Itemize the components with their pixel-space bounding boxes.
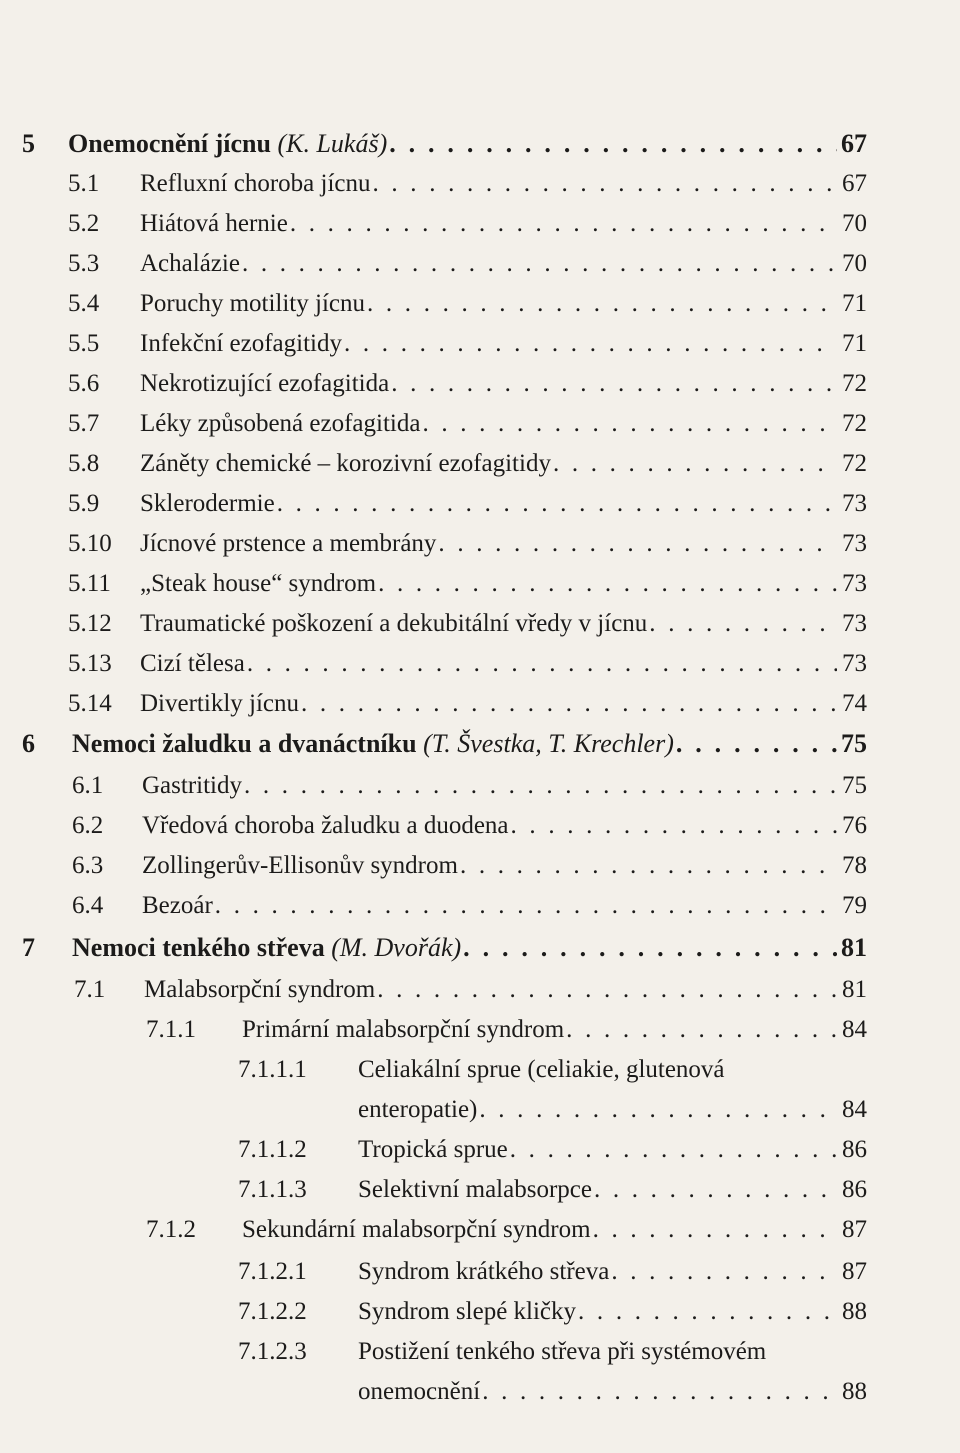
toc-entry[interactable] xyxy=(72,810,867,842)
toc-number: 5.1 xyxy=(68,170,100,197)
toc-entry[interactable] xyxy=(238,1054,867,1128)
toc-entry[interactable] xyxy=(68,408,867,440)
toc-authors: (T. Švestka, T. Krechler) xyxy=(423,729,674,758)
toc-entry[interactable] xyxy=(72,850,867,882)
dot-leader xyxy=(438,528,837,560)
toc-page-number: 73 xyxy=(842,490,867,517)
toc-title-line2: onemocnění xyxy=(358,1378,481,1405)
dot-leader xyxy=(510,1134,837,1166)
toc-number: 7.1.2 xyxy=(146,1216,196,1243)
toc-page-number: 81 xyxy=(842,976,867,1003)
toc-title: Bezoár xyxy=(142,892,213,919)
toc-page-number: 84 xyxy=(842,1016,867,1043)
dot-leader xyxy=(460,850,837,882)
toc-number: 5.5 xyxy=(68,330,100,357)
toc-authors: (M. Dvořák) xyxy=(331,933,462,962)
toc-title: Achalázie xyxy=(140,250,240,277)
toc-entry[interactable] xyxy=(72,890,867,922)
toc-page-number: 75 xyxy=(842,772,867,799)
dot-leader xyxy=(566,1014,837,1046)
toc-number: 5.2 xyxy=(68,210,100,237)
toc-number: 6.2 xyxy=(72,812,104,839)
dot-leader xyxy=(377,974,837,1006)
dot-leader xyxy=(422,408,837,440)
toc-page-number: 71 xyxy=(842,330,867,357)
toc-entry[interactable] xyxy=(68,288,867,320)
toc-entry[interactable] xyxy=(68,648,867,680)
toc-title: Hiátová hernie xyxy=(140,210,288,237)
toc-entry[interactable] xyxy=(238,1296,867,1328)
toc-title: Infekční ezofagitidy xyxy=(140,330,342,357)
toc-entry[interactable] xyxy=(238,1174,867,1206)
dot-leader xyxy=(378,568,837,600)
toc-entry[interactable] xyxy=(68,168,867,200)
toc-chapter-6[interactable] xyxy=(22,728,867,760)
dot-leader xyxy=(649,608,837,640)
toc-entry[interactable] xyxy=(68,448,867,480)
toc-page-number: 88 xyxy=(842,1298,867,1325)
toc-number: 5.14 xyxy=(68,690,112,717)
toc-title: „Steak house“ syndrom xyxy=(140,570,377,597)
toc-title: Zollingerův-Ellisonův syndrom xyxy=(142,852,458,879)
toc-entry[interactable] xyxy=(68,368,867,400)
dot-leader xyxy=(479,1094,837,1126)
toc-page-number: 73 xyxy=(842,650,867,677)
toc-entry[interactable] xyxy=(68,688,867,720)
toc-entry[interactable] xyxy=(68,248,867,280)
toc-title: Vředová choroba žaludku a duodena xyxy=(142,812,509,839)
dot-leader xyxy=(344,328,837,360)
toc-number: 5.7 xyxy=(68,410,100,437)
toc-title: Jícnové prstence a membrány xyxy=(140,530,437,557)
toc-entry[interactable] xyxy=(68,528,867,560)
toc-title: Onemocnění jícnu (K. Lukáš) xyxy=(68,129,388,158)
toc-number: 5.10 xyxy=(68,530,112,557)
toc-number: 6.4 xyxy=(72,892,104,919)
toc-page-number: 81 xyxy=(841,933,867,962)
toc-title: Syndrom krátkého střeva xyxy=(358,1258,610,1285)
toc-page-number: 75 xyxy=(841,729,867,758)
toc-entry[interactable] xyxy=(68,208,867,240)
toc-entry[interactable] xyxy=(238,1336,867,1410)
dot-leader xyxy=(215,890,837,922)
toc-title: Nemoci tenkého střeva (M. Dvořák) xyxy=(72,933,462,962)
toc-page-number: 74 xyxy=(842,690,867,717)
dot-leader xyxy=(373,168,838,200)
toc-title: Záněty chemické – korozivní ezofagitidy xyxy=(140,450,551,477)
toc-number: 7 xyxy=(22,933,35,962)
toc-number: 7.1.1 xyxy=(146,1016,196,1043)
toc-number: 7.1.1.3 xyxy=(238,1176,307,1203)
toc-entry[interactable] xyxy=(146,1014,867,1046)
toc-authors: (K. Lukáš) xyxy=(277,129,388,158)
toc-number: 5.12 xyxy=(68,610,112,637)
toc-page-number: 70 xyxy=(842,250,867,277)
dot-leader xyxy=(593,1214,837,1246)
toc-page-number: 86 xyxy=(842,1176,867,1203)
toc-number: 5.13 xyxy=(68,650,112,677)
toc-page-number: 67 xyxy=(841,129,867,158)
toc-title: Primární malabsorpční syndrom xyxy=(242,1016,565,1043)
toc-entry[interactable] xyxy=(238,1256,867,1288)
toc-page-number: 84 xyxy=(842,1096,867,1123)
dot-leader xyxy=(367,288,837,320)
toc-page-number: 70 xyxy=(842,210,867,237)
toc-title-line1: Celiakální sprue (celiakie, glutenová xyxy=(358,1056,725,1083)
toc-page-number: 78 xyxy=(842,852,867,879)
dot-leader xyxy=(290,208,837,240)
toc-page-number: 87 xyxy=(842,1216,867,1243)
dot-leader xyxy=(511,810,837,842)
toc-number: 7.1.2.3 xyxy=(238,1338,307,1365)
toc-chapter-7[interactable] xyxy=(22,932,867,964)
toc-page-number: 76 xyxy=(842,812,867,839)
toc-number: 7.1 xyxy=(74,976,106,1003)
dot-leader xyxy=(389,128,837,160)
toc-title: Divertikly jícnu xyxy=(140,690,299,717)
toc-title: Selektivní malabsorpce xyxy=(358,1176,592,1203)
toc-title: Traumatické poškození a dekubitální vředy v jícnu xyxy=(140,610,648,637)
toc-number: 5.9 xyxy=(68,490,100,517)
toc-number: 6.1 xyxy=(72,772,104,799)
toc-number: 7.1.2.2 xyxy=(238,1298,307,1325)
toc-entry[interactable] xyxy=(68,328,867,360)
toc-entry[interactable] xyxy=(74,974,867,1006)
toc-number: 5.8 xyxy=(68,450,100,477)
toc-title: Gastritidy xyxy=(142,772,242,799)
toc-page-number: 67 xyxy=(842,170,867,197)
toc-number: 5.6 xyxy=(68,370,100,397)
toc-title: Sklerodermie xyxy=(140,490,275,517)
toc-page-number: 72 xyxy=(842,450,867,477)
toc-entry[interactable] xyxy=(68,568,867,600)
toc-page-number: 72 xyxy=(842,410,867,437)
toc-number: 5.11 xyxy=(68,570,111,597)
toc-title-line1: Postižení tenkého střeva při systémovém xyxy=(358,1338,767,1365)
dot-leader xyxy=(611,1256,837,1288)
toc-number: 7.1.1.1 xyxy=(238,1056,307,1083)
dot-leader xyxy=(301,688,837,720)
toc-title: Malabsorpční syndrom xyxy=(144,976,376,1003)
toc-title: Nemoci žaludku a dvanáctníku (T. Švestka, T. Krechler) xyxy=(72,729,674,758)
dot-leader xyxy=(463,932,837,964)
toc-entry[interactable] xyxy=(68,488,867,520)
toc-number: 5 xyxy=(22,129,35,158)
toc-page-number: 71 xyxy=(842,290,867,317)
dot-leader xyxy=(594,1174,837,1206)
dot-leader xyxy=(244,770,837,802)
toc-title: Sekundární malabsorpční syndrom xyxy=(242,1216,591,1243)
toc-entry[interactable] xyxy=(72,770,867,802)
toc-entry[interactable] xyxy=(68,608,867,640)
toc-number: 6 xyxy=(22,729,35,758)
dot-leader xyxy=(277,488,837,520)
toc-title: Cizí tělesa xyxy=(140,650,245,677)
dot-leader xyxy=(676,728,837,760)
toc-page-number: 86 xyxy=(842,1136,867,1163)
toc-page-number: 88 xyxy=(842,1378,867,1405)
dot-leader xyxy=(578,1296,837,1328)
dot-leader xyxy=(391,368,837,400)
toc-title: Léky způsobená ezofagitida xyxy=(140,410,421,437)
toc-chapter-5[interactable] xyxy=(22,128,867,160)
toc-title: Tropická sprue xyxy=(358,1136,508,1163)
dot-leader xyxy=(553,448,837,480)
toc-number: 5.3 xyxy=(68,250,100,277)
dot-leader xyxy=(242,248,837,280)
toc-number: 7.1.2.1 xyxy=(238,1258,307,1285)
toc-entry[interactable] xyxy=(146,1214,867,1246)
toc-page-number: 72 xyxy=(842,370,867,397)
toc-entry[interactable] xyxy=(238,1134,867,1166)
toc-number: 6.3 xyxy=(72,852,104,879)
toc-title: Refluxní choroba jícnu xyxy=(140,170,371,197)
dot-leader xyxy=(247,648,837,680)
toc-number: 7.1.1.2 xyxy=(238,1136,307,1163)
toc-page-number: 87 xyxy=(842,1258,867,1285)
toc-title: Nekrotizující ezofagitida xyxy=(140,370,390,397)
toc-page-number: 73 xyxy=(842,610,867,637)
toc-number: 5.4 xyxy=(68,290,100,317)
toc-page-number: 73 xyxy=(842,530,867,557)
toc-title-line2: enteropatie) xyxy=(358,1096,478,1123)
dot-leader xyxy=(482,1376,837,1408)
toc-title: Syndrom slepé kličky xyxy=(358,1298,577,1325)
toc-page-number: 73 xyxy=(842,570,867,597)
toc-title: Poruchy motility jícnu xyxy=(140,290,365,317)
toc-page-number: 79 xyxy=(842,892,867,919)
